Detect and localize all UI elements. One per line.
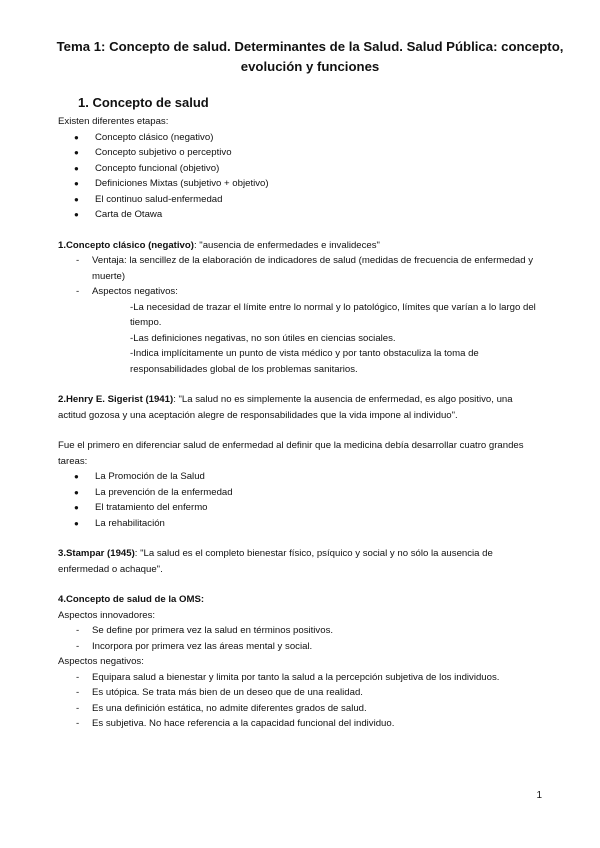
stages-list: [58, 130, 538, 223]
section-intro: Existen diferentes etapas:: [58, 116, 169, 127]
oms-negative-list: [58, 670, 538, 732]
title-line-1: Tema 1: Concepto de salud. Determinantes de la Salud. Salud Pública: concepto,: [56, 39, 564, 54]
section-heading: 1. Concepto de salud: [78, 95, 209, 110]
page-number: 1: [536, 790, 542, 801]
classic-negatives: [58, 300, 538, 378]
list-item: -Las definiciones negativas, no son útiles en ciencias sociales.: [130, 332, 396, 344]
list-item: ● La rehabilitación: [58, 516, 538, 532]
classic-text: : "ausencia de enfermedades e invalideces": [193, 239, 380, 251]
list-item: - Aspectos negativos:: [58, 284, 538, 300]
list-item: - Incorpora por primera vez las áreas mental y social.: [58, 639, 538, 655]
list-item: -La necesidad de trazar el límite entre lo normal y lo patológico, límites que varían a lo largo del tiempo.: [130, 301, 536, 328]
stampar-paragraph: [58, 546, 538, 577]
classic-label: 1.Concepto clásico (negativo): [58, 239, 194, 251]
list-item: -Indica implícitamente un punto de vista médico y por tanto obstaculiza la toma de responsabilidades global de los problemas sanitarios.: [130, 348, 479, 375]
oms-heading: 4.Concepto de salud de la OMS:: [58, 594, 205, 605]
list-item: ● La prevención de la enfermedad: [58, 485, 538, 501]
classic-concept-paragraph: [58, 238, 538, 254]
tasks-list: [58, 469, 538, 531]
sigerist-label: 2.Henry E. Sigerist (1941): [58, 394, 174, 405]
list-item: ● El continuo salud-enfermedad: [58, 192, 538, 208]
document-title: [40, 37, 580, 77]
sigerist-paragraph: [58, 392, 538, 423]
sigerist-quote: : "La salud no es simplemente la ausencia de enfermedad, es algo positivo, una actitud gozosa y una aceptación alegre de responsabilidades que la vida impone al individuo".: [58, 394, 513, 421]
list-item: - Es una definición estática, no admite diferentes grados de salud.: [58, 701, 538, 717]
classic-aspects-list: [58, 253, 538, 300]
list-item: ● Concepto funcional (objetivo): [58, 161, 538, 177]
sigerist-tasks-intro: Fue el primero en diferenciar salud de enfermedad al definir que la medicina debía desarrollar cuatro grandes tareas:: [58, 440, 524, 467]
title-line-2: evolución y funciones: [240, 59, 380, 74]
list-item: ● El tratamiento del enfermo: [58, 500, 538, 516]
list-item: - Se define por primera vez la salud en términos positivos.: [58, 623, 538, 639]
list-item: - Equipara salud a bienestar y limita por tanto la salud a la percepción subjetiva de los individuos.: [58, 670, 538, 686]
list-item: ● Concepto clásico (negativo): [58, 130, 538, 146]
oms-negative-label: Aspectos negativos:: [58, 656, 144, 667]
list-item: ● Concepto subjetivo o perceptivo: [58, 145, 538, 161]
stampar-quote: : "La salud es el completo bienestar físico, psíquico y social y no sólo la ausencia de enfermedad o achaque".: [58, 548, 493, 575]
stampar-label: 3.Stampar (1945): [58, 548, 135, 559]
list-item: - Es utópica. Se trata más bien de un deseo que de una realidad.: [58, 685, 538, 701]
list-item: ● La Promoción de la Salud: [58, 469, 538, 485]
document-body: [58, 94, 538, 732]
oms-innovative-label: Aspectos innovadores:: [58, 609, 156, 621]
oms-innovative-list: [58, 623, 538, 654]
list-item: - Es subjetiva. No hace referencia a la capacidad funcional del individuo.: [58, 716, 538, 732]
list-item: ● Carta de Otawa: [58, 207, 538, 223]
list-item: - Ventaja: la sencillez de la elaboración de indicadores de salud (medidas de frecuencia de enfermedad y muerte): [58, 253, 538, 284]
list-item: ● Definiciones Mixtas (subjetivo + objetivo): [58, 176, 538, 192]
